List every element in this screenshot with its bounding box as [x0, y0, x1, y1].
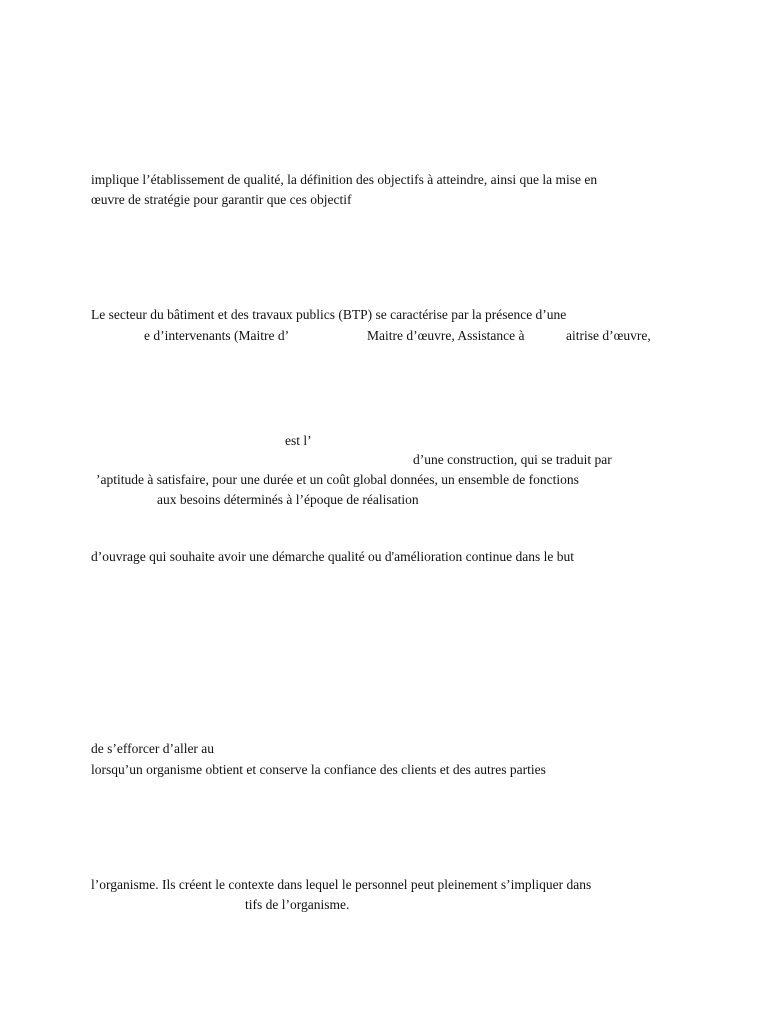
text-line: ’aptitude à satisfaire, pour une durée et un coût global données, un ensemble de fonctions: [96, 472, 579, 487]
text-line: implique l’établissement de qualité, la définition des objectifs à atteindre, ainsi que la mise en: [91, 172, 598, 187]
text-fragment: Maitre d’œuvre, Assistance à: [367, 328, 525, 343]
text-fragment: tifs de l’organisme.: [245, 897, 350, 912]
text-line: œuvre de stratégie pour garantir que ces objectif: [91, 192, 352, 207]
text-line: l’organisme. Ils créent le contexte dans lequel le personnel peut pleinement s’impliquer dans: [91, 877, 592, 892]
text-fragment: de s’efforcer d’aller au: [91, 741, 215, 756]
text-fragment: est l’: [285, 433, 312, 448]
text-fragment: aux besoins déterminés à l’époque de réalisation: [157, 492, 419, 507]
text-line: Le secteur du bâtiment et des travaux publics (BTP) se caractérise par la présence d’une: [91, 307, 567, 322]
text-fragment: d’une construction, qui se traduit par: [413, 452, 612, 467]
text-line: d’ouvrage qui souhaite avoir une démarche qualité ou d'amélioration continue dans le but: [91, 549, 575, 564]
text-line: lorsqu’un organisme obtient et conserve la confiance des clients et des autres parties: [91, 762, 546, 777]
text-fragment: aitrise d’œuvre,: [566, 328, 651, 343]
text-fragment: e d’intervenants (Maitre d’: [144, 328, 290, 343]
